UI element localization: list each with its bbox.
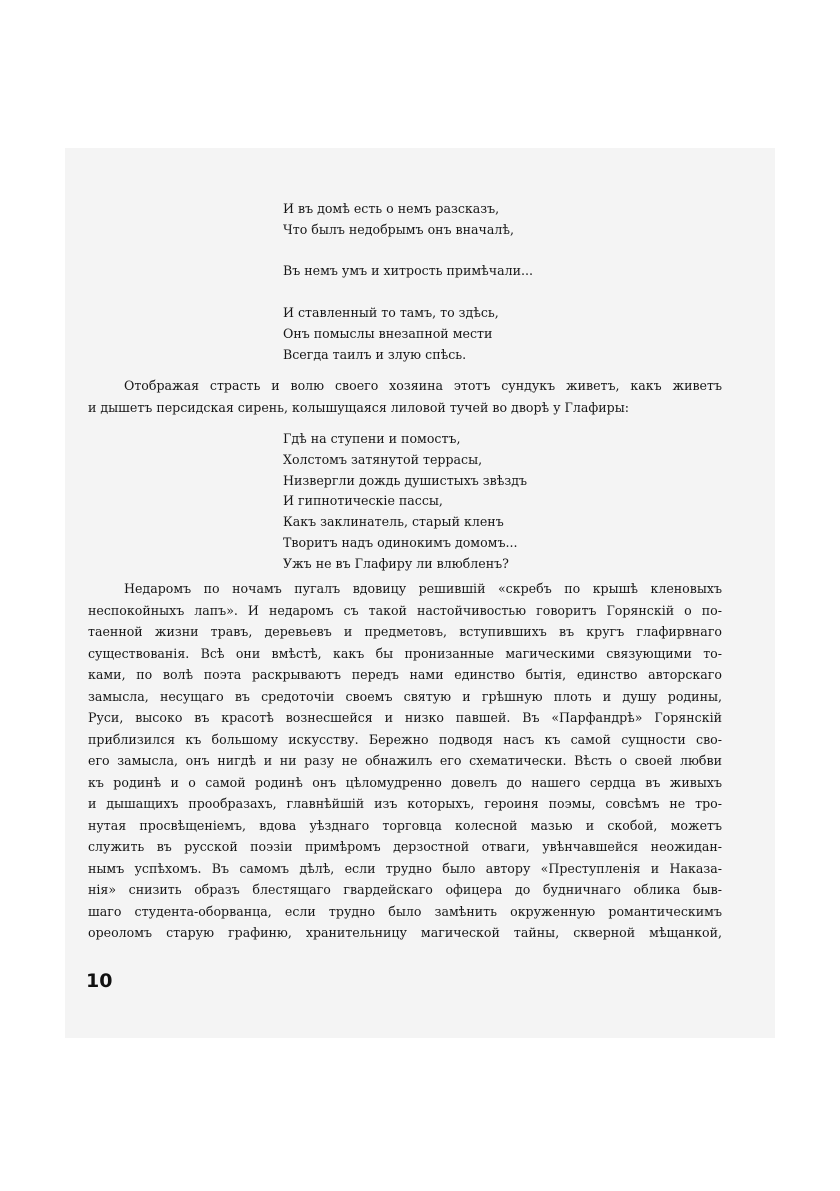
paragraph-line: Руси, высоко въ красотѣ вознесшейся и низко павшей. Въ «Парфандрѣ» Горянскій bbox=[88, 710, 722, 725]
poem-line: Творитъ надъ одинокимъ домомъ... bbox=[283, 534, 518, 550]
paragraph-line: его замысла, онъ нигдѣ и ни разу не обнажилъ его схематически. Вѣсть о своей любви bbox=[88, 753, 722, 768]
paragraph-line: ками, по волѣ поэта раскрываютъ передъ нами единство бытія, единство авторскаго bbox=[88, 667, 722, 682]
poem-line: Холстомъ затянутой террасы, bbox=[283, 451, 483, 467]
poem-line: Въ немъ умъ и хитрость примѣчали... bbox=[283, 263, 534, 279]
paragraph-line: къ родинѣ и о самой родинѣ онъ цѣломудренно довелъ до нашего сердца въ живыхъ bbox=[88, 774, 722, 790]
paragraph-line: ореоломъ старую графиню, хранительницу магической тайны, скверной мѣщанкой, bbox=[88, 925, 722, 940]
poem-stanza-1 bbox=[283, 199, 533, 365]
paragraph-2 bbox=[88, 578, 722, 944]
paragraph-line: таенной жизни травъ, деревьевъ и предметовъ, вступившихъ въ кругъ глафирвнаго bbox=[88, 624, 722, 639]
paragraph-line: и дышетъ персидская сирень, колышущаяся лиловой тучей во дворѣ у Глафиры: bbox=[88, 399, 629, 415]
poem-line: Всегда таилъ и злую спѣсь. bbox=[283, 346, 467, 362]
paragraph-line: приблизился къ большому искусству. Бережно подводя насъ къ самой сущности сво- bbox=[88, 731, 722, 747]
paragraph-line: Недаромъ по ночамъ пугалъ вдовицу решившій «скребъ по крышѣ кленовыхъ bbox=[124, 581, 722, 596]
page-number: 10 bbox=[86, 970, 113, 992]
poem-line: Какъ заклинатель, старый кленъ bbox=[283, 514, 504, 530]
poem-line bbox=[283, 282, 533, 303]
paragraph-line: нія» снизить образъ блестящаго гвардейскаго офицера до будничнаго облика быв- bbox=[88, 882, 722, 897]
poem-line: Низвергли дождь душистыхъ звѣздъ bbox=[283, 472, 527, 488]
paragraph-line: нымъ успѣхомъ. Въ самомъ дѣлѣ, если трудно было автору «Преступленія и Наказа- bbox=[88, 860, 722, 876]
paragraph-line: замысла, несущаго въ средоточіи своемъ святую и грѣшную плоть и душу родины, bbox=[88, 688, 722, 704]
paragraph-line: существованія. Всѣ они вмѣстѣ, какъ бы пронизанные магическими связующими то- bbox=[88, 645, 722, 661]
poem-line: Гдѣ на ступени и помостъ, bbox=[283, 431, 461, 446]
paragraph-line: нутая просвѣщеніемъ, вдова уѣзднаго торговца колесной мазью и скобой, можетъ bbox=[88, 817, 722, 833]
poem-line bbox=[283, 241, 533, 262]
poem-line: И въ домѣ есть о немъ разсказъ, bbox=[283, 201, 500, 216]
paragraph-1 bbox=[88, 375, 722, 418]
poem-line: И гипнотическіе пассы, bbox=[283, 493, 443, 509]
poem-line: Что былъ недобрымъ онъ вначалѣ, bbox=[283, 221, 514, 237]
paragraph-line: Отображая страсть и волю своего хозяина этотъ сундукъ живетъ, какъ живетъ bbox=[124, 378, 722, 393]
paragraph-line: служить въ русской поэзіи примѣромъ дерзостной отваги, увѣнчавшейся неожидан- bbox=[88, 839, 722, 854]
poem-line: Онъ помыслы внезапной мести bbox=[283, 325, 493, 341]
poem-line: Ужъ не въ Глафиру ли влюбленъ? bbox=[283, 555, 509, 571]
paragraph-line: неспокойныхъ лапъ». И недаромъ съ такой настойчивостью говоритъ Горянскій о по- bbox=[88, 602, 722, 618]
poem-line: И ставленный то тамъ, то здѣсь, bbox=[283, 304, 499, 320]
paragraph-line: и дышащихъ прообразахъ, главнѣйшій изъ которыхъ, героиня поэмы, совсѣмъ не тро- bbox=[88, 796, 722, 811]
paragraph-line: шаго студента-оборванца, если трудно было замѣнить окруженную романтическимъ bbox=[88, 903, 722, 919]
poem-stanza-2 bbox=[283, 429, 527, 575]
